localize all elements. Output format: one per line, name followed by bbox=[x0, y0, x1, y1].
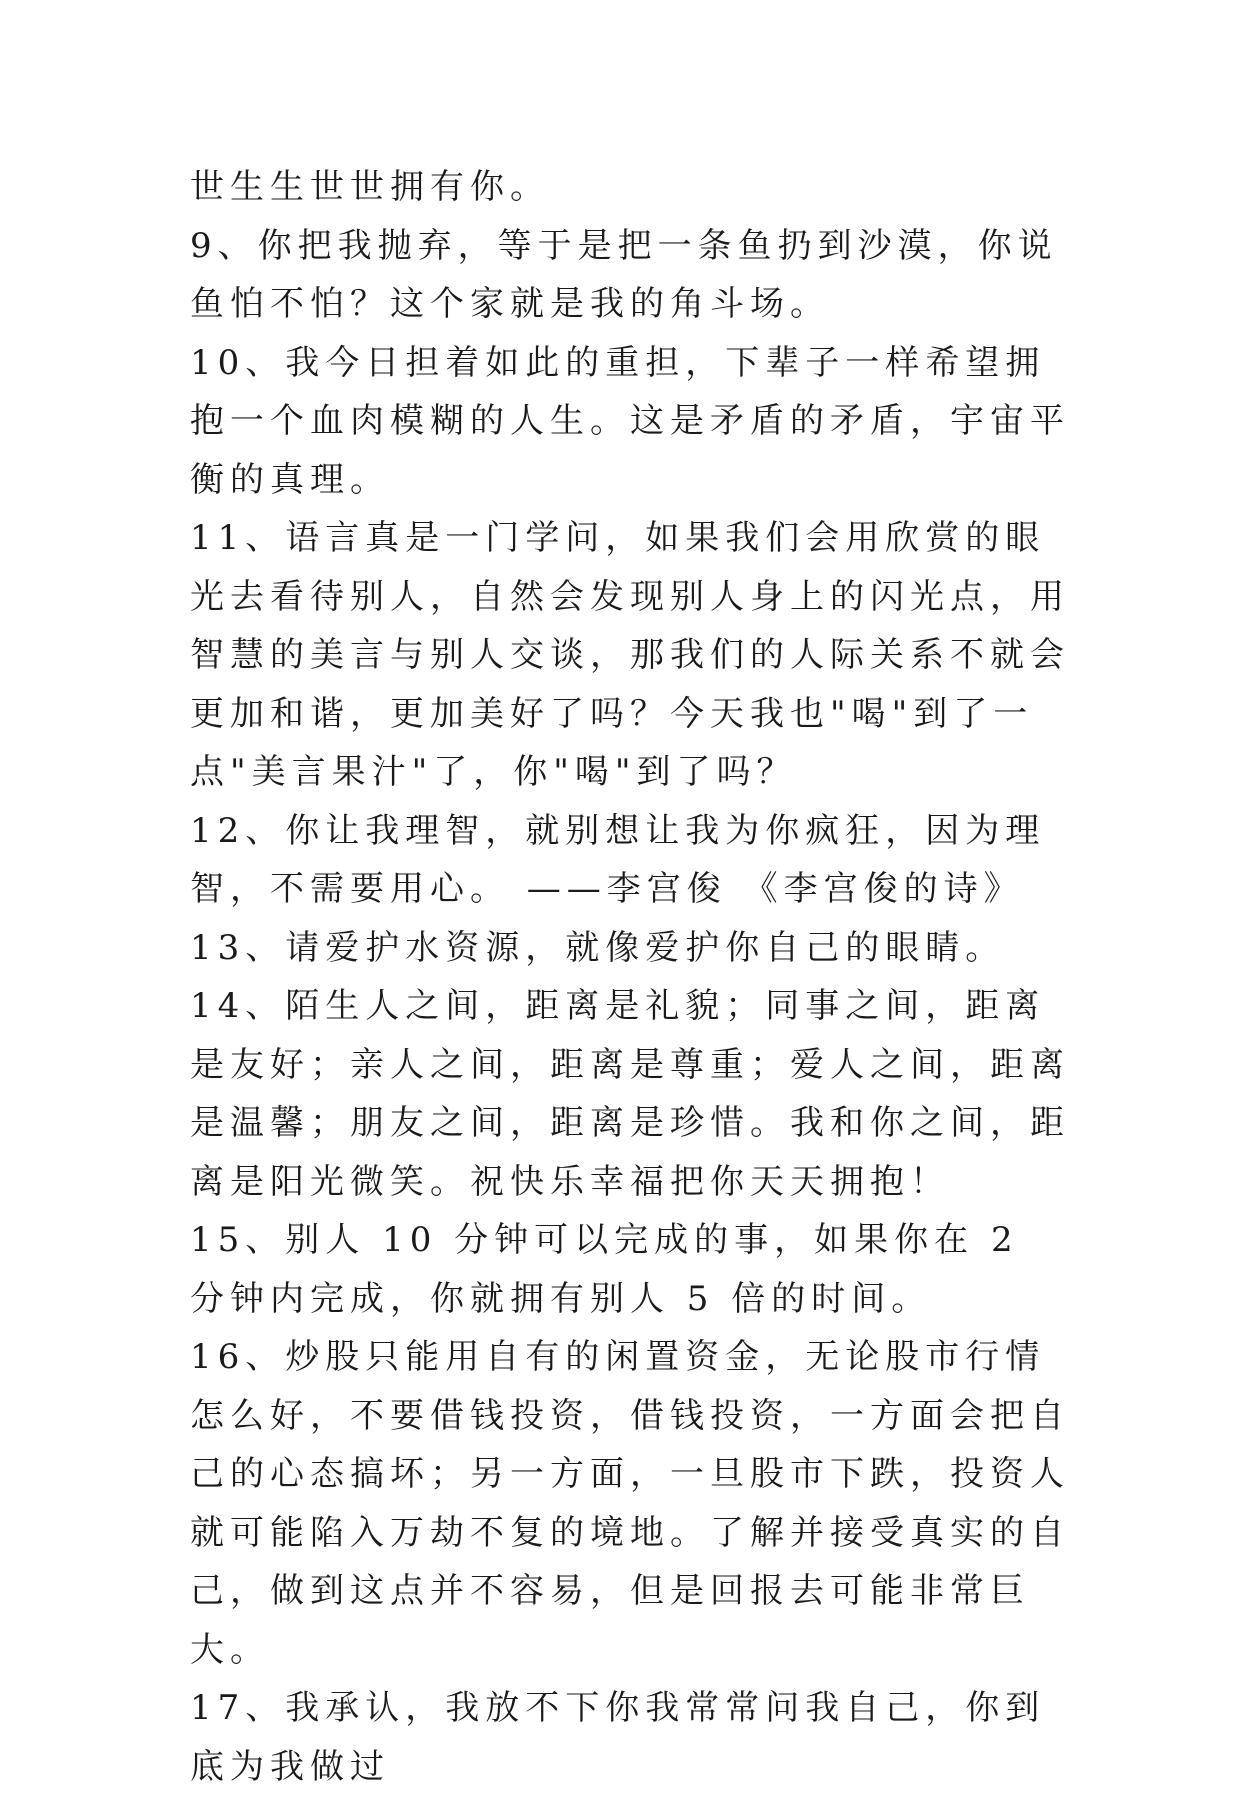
paragraph-item-15: 15、别人 10 分钟可以完成的事，如果你在 2 分钟内完成，你就拥有别人 5 倍的时间。 bbox=[190, 1220, 1036, 1319]
paragraph-item-14: 14、陌生人之间，距离是礼貌；同事之间，距离是友好；亲人之间，距离是尊重；爱人之间，距离是温馨；朋友之间，距离是珍惜。我和你之间，距离是阳光微笑。祝快乐幸福把你天天拥抱！ bbox=[190, 986, 1070, 1202]
paragraph-item-10: 10、我今日担着如此的重担，下辈子一样希望拥抱一个血肉模糊的人生。这是矛盾的矛盾，宇宙平衡的真理。 bbox=[190, 342, 1070, 500]
paragraph-continuation: 世生生世世拥有你。 bbox=[190, 167, 550, 207]
document-body bbox=[190, 158, 1070, 1796]
paragraph-item-9: 9、你把我抛弃，等于是把一条鱼扔到沙漠，你说鱼怕不怕？这个家就是我的角斗场。 bbox=[190, 225, 1058, 324]
paragraph-item-12: 12、你让我理智，就别想让我为你疯狂，因为理智，不需要用心。 ——李宫俊 《李宫俊的诗》 bbox=[190, 810, 1046, 909]
paragraph-item-13: 13、请爱护水资源，就像爱护你自己的眼睛。 bbox=[190, 927, 1006, 968]
paragraph-item-16: 16、炒股只能用自有的闲置资金，无论股市行情怎么好，不要借钱投资，借钱投资，一方面会把自己的心态搞坏；另一方面，一旦股市下跌，投资人就可能陷入万劫不复的境地。了解并接受真实的自己，做到这点并不容易，但是回报去可能非常巨大。 bbox=[190, 1337, 1070, 1670]
paragraph-item-17: 17、我承认，我放不下你我常常问我自己，你到底为我做过 bbox=[190, 1688, 1046, 1787]
paragraph-item-11: 11、语言真是一门学问，如果我们会用欣赏的眼光去看待别人，自然会发现别人身上的闪光点，用智慧的美言与别人交谈，那我们的人际关系不就会更加和谐，更加美好了吗？今天我也"喝"到了一点"美言果汁"了，你"喝"到了吗？ bbox=[190, 518, 1070, 792]
